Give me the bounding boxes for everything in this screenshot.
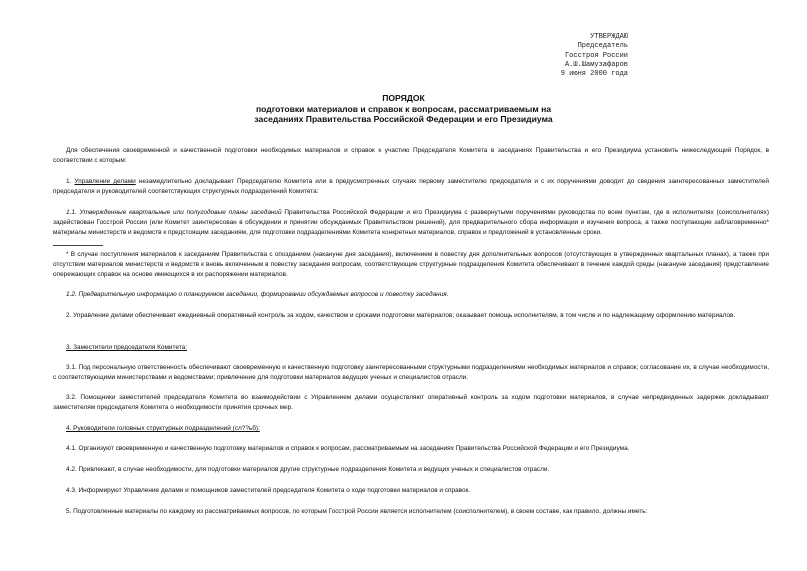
paragraph-2: 2. Управление делами обеспечивает ежедневный оперативный контроль за ходом, качеством и сроками подготовки материалов; оказывает помощь исполнителям, в том числе и по надлежащему оформлению материалов. [66, 312, 736, 319]
paragraph-1-1-lead: 1.1. Утвержденные квартальные или полугодовые планы заседаний [66, 209, 282, 216]
paragraph-1-text: незамедлительно докладывает Председателю Комитета или в предусмотренных случаях первому заместителю председателя и с их поручениями доводит до сведения заинтересованных заместителей председателя и руководителей соответствующих структурных подразделений Комитета: [53, 178, 769, 195]
paragraph-4-heading: 4. Руководители головных структурных подразделений (сл??ьб): [66, 425, 260, 432]
approval-stamp [552, 33, 628, 79]
paragraph-3-heading: 3. Заместители председателя Комитета: [66, 344, 188, 351]
intro-paragraph: Для обеспечения своевременной и качественной подготовки необходимых материалов и справок к участию Председателя Комитета в заседаниях Правительства и его Президиума установить нижеследующий Порядок, в соответствии с которым: [53, 147, 769, 164]
paragraph-3-1: 3.1. Под персональную ответственность обеспечивают своевременную и качественную подготовку заинтересованными структурными подразделениями необходимых материалов и справок; согласование их, в случае необходимости, с соответствующими министерствами и ведомствами; привлечение для подготовки материалов ведущих ученых и специалистов отрасли. [53, 364, 769, 381]
approval-signatory: А.Ш.Шамузафаров [564, 60, 628, 69]
paragraph-1-number: 1. [66, 178, 75, 185]
title-line-2: подготовки материалов и справок к вопросам, рассматриваемым на [255, 103, 552, 114]
paragraph-4-3: 4.3. Информируют Управление делами и помощников заместителей председателя Комитета о ходе подготовки материалов и справок. [66, 487, 471, 494]
paragraph-4-2: 4.2. Привлекают, в случае необходимости, для подготовки материалов другие структурные подразделения Комитета и ведущих ученых и специалистов отрасли. [66, 466, 550, 473]
paragraph-4-1: 4.1. Организуют своевременную и качественную подготовку материалов и справок к вопросам, рассматриваемым на заседаниях Правительства Российской Федерации и его Президиума. [66, 445, 630, 452]
approval-title: УТВЕРЖДАЮ [590, 33, 628, 41]
paragraph-1-1 [53, 208, 769, 238]
approval-position: Председатель [577, 42, 628, 51]
paragraph-1-2: 1.2. Предварительную информацию о планируемом заседании, формировании обсуждаемых вопросов и повестку заседания. [66, 291, 449, 298]
paragraph-5: 5. Подготовленные материалы по каждому из рассматриваемых вопросов, по которым Госстрой России является исполнителем (соисполнителем), в своем составе, как правило, должны иметь: [66, 508, 648, 515]
title-line-1: ПОРЯДОК [382, 93, 425, 103]
footnote-separator [53, 245, 103, 246]
approval-date: 9 июня 2000 года [560, 70, 628, 79]
title-line-3: заседаниях Правительства Российской Федерации и его Президиума [254, 114, 553, 125]
footnote: * В случае поступления материалов к заседаниям Правительства с опозданием (накануне дня заседания), включением в повестку дня дополнительных вопросов (отсутствующих в утвержденных квартальных планах), а также при отсутствии материалов министерств и ведомств к вновь включенным в повестку заседания вопросам, соответствующие структурные подразделения Комитета обеспечивают в течение каждой среды (накануне заседания) представление опережающих справок на основе имеющихся в их распоряжении материалов. [53, 251, 769, 278]
paragraph-1 [53, 177, 769, 197]
document-title [200, 93, 607, 125]
paragraph-1-1-text: Правительства Российской Федерации и его Президиума с развернутыми поручениями руководства по всем пунктам, где в исполнителях (соисполнителях) задействован Госстрой России (или Комитет заинтересован в обсуждении и принятии обсуждаемых Правительством решений), для предварительного сбора информации и изучения вопроса, а также поступающие заблаговременно* материалы министерств и ведомств к предстоящим заседаниям, для подготовки подразделениями Комитета конкретных материалов, справок и предложений в установленные сроки. [53, 209, 770, 236]
approval-organization: Госстроя России [564, 51, 628, 60]
paragraph-3-2: 3.2. Помощники заместителей председателя Комитета во взаимодействии с Управлением делами осуществляют оперативный контроль за ходом подготовки материалов, в случае непредвиденных задержек докладывают заместителям председателя Комитета о необходимости принятия срочных мер. [53, 394, 769, 411]
paragraph-1-subject: Управление делами [74, 178, 136, 185]
